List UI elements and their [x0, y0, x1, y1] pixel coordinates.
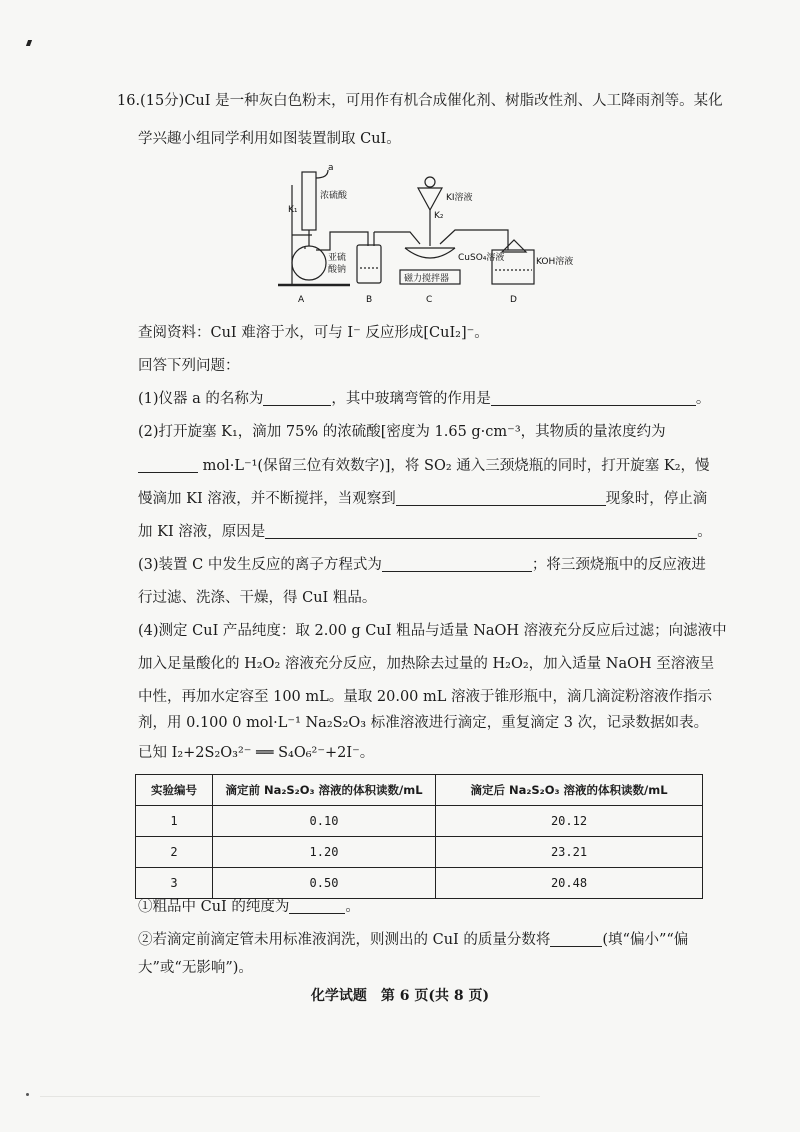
q2-line4-a: 加 KI 溶液，原因是 — [138, 524, 266, 540]
tube-a-b — [316, 232, 368, 250]
label-C: C — [426, 295, 433, 305]
answer-prompt: 回答下列问题： — [138, 358, 240, 374]
reference-note: 查阅资料：CuI 难溶于水，可与 I⁻ 反应形成[CuI₂]⁻。 — [138, 325, 489, 341]
q2-line-3 — [138, 488, 718, 510]
table-cell: 1.20 — [213, 837, 436, 868]
table-cell: 20.48 — [436, 868, 703, 899]
q1-blank-2[interactable] — [491, 389, 696, 406]
label-A: A — [298, 295, 305, 305]
table-header-cell: 实验编号 — [136, 775, 213, 806]
label-h2so4: 浓硫酸 — [320, 191, 348, 201]
page-footer: 化学试题 第 6 页(共 8 页) — [310, 988, 490, 1004]
q4-line-3: 中性，再加水定容至 100 mL。量取 20.00 mL 溶液于锥形瓶中，滴几滴淀粉溶液作指示 — [138, 689, 712, 705]
q2-line-1: (2)打开旋塞 K₁，滴加 75% 的浓硫酸[密度为 1.65 g·cm⁻³，其物质的量浓度约为 — [138, 424, 666, 440]
scan-dot — [26, 1093, 29, 1096]
sub2-end: (填“偏小”“偏 — [602, 932, 689, 948]
q3-line-2: 行过滤、洗涤、干燥，得 CuI 粗品。 — [138, 590, 377, 606]
apparatus-diagram — [270, 160, 580, 310]
label-k1: K₁ — [288, 205, 298, 215]
flask-c — [405, 248, 455, 258]
table-cell: 0.50 — [213, 868, 436, 899]
q2-line-2 — [138, 455, 718, 477]
q3-line1-a: (3)装置 C 中发生反应的离子方程式为 — [138, 557, 382, 573]
bottle-b — [357, 245, 381, 283]
tube-c-d — [440, 230, 508, 250]
q2-line-4 — [138, 521, 718, 543]
q4-line-4: 剂，用 0.100 0 mol·L⁻¹ Na₂S₂O₃ 标准溶液进行滴定，重复滴定 3 次，记录数据如表。 — [138, 715, 709, 731]
separating-funnel — [418, 188, 442, 210]
corner-mark — [26, 40, 32, 46]
q4-line-2: 加入足量酸化的 H₂O₂ 溶液充分反应，加热除去过量的 H₂O₂，加入适量 NaOH 至溶液呈 — [138, 656, 715, 672]
q2-blank-3[interactable] — [265, 522, 697, 539]
question-line-2: 学兴趣小组同学利用如图装置制取 CuI。 — [138, 131, 401, 147]
table-cell: 0.10 — [213, 806, 436, 837]
q1-mid: ，其中玻璃弯管的作用是 — [331, 391, 491, 407]
q4-equation: 已知 I₂+2S₂O₃²⁻ ══ S₄O₆²⁻+2I⁻。 — [138, 745, 375, 761]
q3-line1-b: ；将三颈烧瓶中的反应液进 — [531, 557, 706, 573]
label-koh: KOH溶液 — [536, 257, 574, 267]
label-k2: K₂ — [434, 211, 444, 221]
sub2-pre: ②若滴定前滴定管未用标准液润洗，则测出的 CuI 的质量分数将 — [138, 932, 551, 948]
label-a: a — [328, 163, 334, 173]
table-cell: 3 — [136, 868, 213, 899]
sub2-line-1 — [138, 929, 718, 951]
label-stirrer: 磁力搅拌器 — [404, 274, 450, 284]
tube-b-c — [374, 232, 420, 244]
label-na2so3-1: 亚硫 — [328, 253, 347, 263]
sub1-blank[interactable] — [289, 897, 345, 914]
sub1-line — [138, 896, 718, 918]
bent-tube — [316, 170, 328, 178]
sub2-blank[interactable] — [550, 930, 602, 947]
sub1-end: 。 — [345, 899, 360, 915]
q1-line — [138, 388, 718, 410]
label-D: D — [510, 295, 517, 305]
q3-blank[interactable] — [382, 555, 532, 572]
table-cell: 1 — [136, 806, 213, 837]
q1-end: 。 — [695, 391, 711, 407]
table-header-cell: 滴定前 Na₂S₂O₃ 溶液的体积读数/mL — [213, 775, 436, 806]
q4-line-1: (4)测定 CuI 产品纯度：取 2.00 g CuI 粗品与适量 NaOH 溶液充分反应后过滤；向滤液中 — [138, 623, 727, 639]
q1-pre: (1)仪器 a 的名称为 — [138, 391, 264, 407]
flask-a — [292, 246, 326, 280]
titration-table — [135, 774, 703, 899]
table-header-row — [136, 775, 703, 806]
scan-edge-line — [40, 1096, 540, 1097]
sub2-line-2: 大”或“无影响”)。 — [138, 960, 253, 976]
table-row — [136, 837, 703, 868]
label-na2so3-2: 酸钠 — [328, 265, 347, 275]
table-cell: 20.12 — [436, 806, 703, 837]
q2-line3-b: 现象时，停止滴 — [605, 491, 708, 507]
label-ki: KI溶液 — [446, 193, 473, 203]
funnel-a — [302, 172, 316, 230]
q2-blank-2[interactable] — [396, 489, 606, 506]
sub1-pre: ①粗品中 CuI 的纯度为 — [138, 899, 290, 915]
table-cell: 23.21 — [436, 837, 703, 868]
label-cuso4: CuSO₄溶液 — [458, 253, 505, 263]
q3-line-1 — [138, 554, 718, 576]
table-header-cell: 滴定后 Na₂S₂O₃ 溶液的体积读数/mL — [436, 775, 703, 806]
table-row — [136, 868, 703, 899]
question-line-1: 16.(15分)CuI 是一种灰白色粉末，可用作有机合成催化剂、树脂改性剂、人工降雨剂等。某化 — [117, 93, 723, 109]
q1-blank-1[interactable] — [263, 389, 331, 406]
q2-line2-text: mol·L⁻¹(保留三位有效数字)]，将 SO₂ 通入三颈烧瓶的同时，打开旋塞 K₂，慢 — [202, 458, 710, 474]
table-row — [136, 806, 703, 837]
q2-line4-b: 。 — [697, 524, 712, 540]
q2-blank-1[interactable] — [138, 456, 198, 473]
q2-line3-a: 慢滴加 KI 溶液，并不断搅拌，当观察到 — [138, 491, 396, 507]
table-cell: 2 — [136, 837, 213, 868]
label-B: B — [366, 295, 373, 305]
